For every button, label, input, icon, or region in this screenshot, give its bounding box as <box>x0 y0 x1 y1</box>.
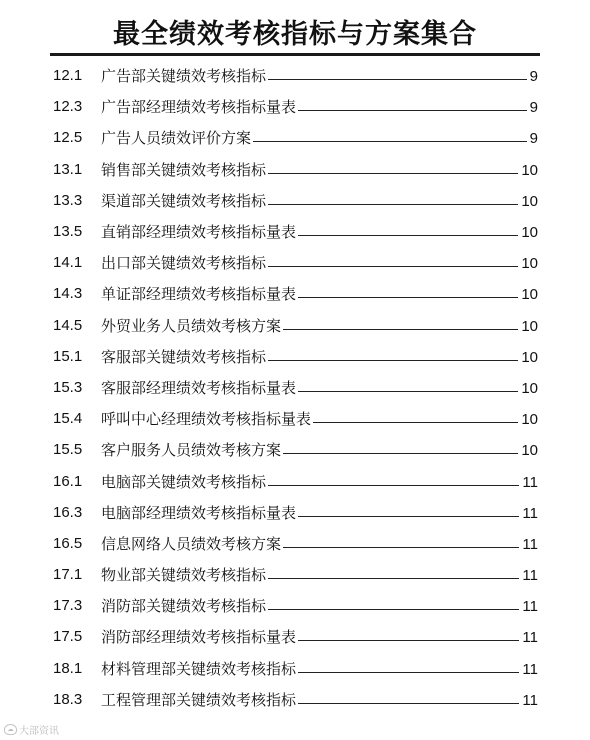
toc-entry-number: 15.4 <box>53 410 83 428</box>
toc-entry[interactable] <box>0 154 590 185</box>
toc-leader-line <box>298 672 519 673</box>
toc-entry-line <box>101 533 538 554</box>
toc-entry-title: 客户服务人员绩效考核方案 <box>101 441 282 460</box>
title-underline <box>50 53 540 56</box>
toc-entry-title: 消防部经理绩效考核指标量表 <box>101 628 297 647</box>
toc-leader-line <box>268 609 519 610</box>
toc-entry[interactable] <box>0 122 590 153</box>
toc-entry-number: 16.1 <box>53 472 83 490</box>
toc-leader-line <box>268 485 519 486</box>
toc-leader-line <box>268 578 519 579</box>
toc-entry-line <box>101 439 538 460</box>
toc-entry-title: 工程管理部关键绩效考核指标 <box>101 690 297 709</box>
toc-entry-title: 广告部关键绩效考核指标 <box>101 67 267 86</box>
toc-entry-line <box>101 502 538 523</box>
toc-entry[interactable] <box>0 185 590 216</box>
toc-entry-page-number: 10 <box>521 161 538 179</box>
toc-entry[interactable] <box>0 403 590 434</box>
toc-entry[interactable] <box>0 684 590 715</box>
toc-entry-title: 外贸业务人员绩效考核方案 <box>101 316 282 335</box>
toc-entry[interactable] <box>0 278 590 309</box>
toc-entry-number: 13.1 <box>53 160 83 178</box>
toc-entry-line <box>101 315 538 336</box>
toc-entry-number: 13.5 <box>53 223 83 241</box>
toc-entry[interactable] <box>0 341 590 372</box>
toc-entry[interactable] <box>0 528 590 559</box>
toc-entry-number: 15.1 <box>53 347 83 365</box>
toc-entry-line <box>101 377 538 398</box>
toc-entry-line <box>101 283 538 304</box>
toc-entry-title: 物业部关键绩效考核指标 <box>101 566 267 585</box>
toc-leader-line <box>283 547 519 548</box>
toc-entry-line <box>101 471 538 492</box>
toc-leader-line <box>298 235 518 236</box>
toc-entry[interactable] <box>0 310 590 341</box>
toc-entry-page-number: 9 <box>529 99 538 117</box>
toc-entry-title: 呼叫中心经理绩效考核指标量表 <box>101 410 312 429</box>
toc-leader-line <box>313 422 518 423</box>
toc-leader-line <box>268 79 527 80</box>
toc-leader-line <box>268 360 518 361</box>
toc-entry[interactable] <box>0 590 590 621</box>
toc-entry[interactable] <box>0 60 590 91</box>
toc-entry-number: 13.3 <box>53 191 83 209</box>
toc-entry-page-number: 10 <box>521 317 538 335</box>
toc-entry-number: 15.5 <box>53 441 83 459</box>
toc-leader-line <box>298 391 518 392</box>
toc-entry-line <box>101 408 538 429</box>
toc-entry-line <box>101 252 538 273</box>
toc-entry[interactable] <box>0 621 590 652</box>
toc-entry-title: 电脑部经理绩效考核指标量表 <box>101 503 297 522</box>
toc-entry-line <box>101 626 538 647</box>
watermark <box>4 722 59 737</box>
toc-entry-page-number: 11 <box>522 660 538 678</box>
toc-entry-number: 12.5 <box>53 129 83 147</box>
toc-entry-title: 销售部关键绩效考核指标 <box>101 160 267 179</box>
toc-entry-page-number: 10 <box>521 379 538 397</box>
toc-entry-page-number: 10 <box>521 411 538 429</box>
toc-entry-page-number: 11 <box>522 691 538 709</box>
toc-entry[interactable] <box>0 653 590 684</box>
toc-entry-title: 渠道部关键绩效考核指标 <box>101 191 267 210</box>
toc-entry-number: 16.3 <box>53 503 83 521</box>
toc-leader-line <box>283 329 518 330</box>
toc-entry-title: 直销部经理绩效考核指标量表 <box>101 223 297 242</box>
toc-entry-title: 客服部关键绩效考核指标 <box>101 347 267 366</box>
toc-entry-number: 17.1 <box>53 566 83 584</box>
toc-entry-line <box>101 595 538 616</box>
toc-entry-page-number: 11 <box>522 598 538 616</box>
toc-entry-line <box>101 96 538 117</box>
toc-entry-title: 信息网络人员绩效考核方案 <box>101 534 282 553</box>
toc-entry-line <box>101 159 538 180</box>
toc-entry[interactable] <box>0 216 590 247</box>
toc-entry-title: 材料管理部关键绩效考核指标 <box>101 659 297 678</box>
toc-entry-page-number: 10 <box>521 286 538 304</box>
toc-entry-title: 单证部经理绩效考核指标量表 <box>101 285 297 304</box>
toc-entry-page-number: 11 <box>522 473 538 491</box>
cloud-logo-icon: ☁ <box>4 724 17 735</box>
toc-entry[interactable] <box>0 465 590 496</box>
toc-entry-line <box>101 564 538 585</box>
toc-leader-line <box>268 204 518 205</box>
toc-entry-number: 16.5 <box>53 534 83 552</box>
toc-entry-title: 出口部关键绩效考核指标 <box>101 254 267 273</box>
toc-entry[interactable] <box>0 559 590 590</box>
page-title: 最全绩效考核指标与方案集合 <box>113 19 477 50</box>
toc-entry-number: 14.1 <box>53 254 83 272</box>
toc-leader-line <box>298 297 518 298</box>
toc-leader-line <box>283 453 518 454</box>
toc-entry-page-number: 10 <box>521 255 538 273</box>
toc-entry-number: 18.1 <box>53 659 83 677</box>
toc-entry-line <box>101 658 538 679</box>
toc-entry-line <box>101 65 538 86</box>
toc-entry-number: 15.3 <box>53 378 83 396</box>
toc-leader-line <box>268 266 518 267</box>
toc-entry-page-number: 10 <box>521 348 538 366</box>
toc-entry-title: 电脑部关键绩效考核指标 <box>101 472 267 491</box>
toc-entry-number: 17.5 <box>53 628 83 646</box>
toc-entry[interactable] <box>0 434 590 465</box>
toc-entry-page-number: 11 <box>522 567 538 585</box>
toc-entry[interactable] <box>0 497 590 528</box>
toc-leader-line <box>268 173 518 174</box>
toc-entry[interactable] <box>0 372 590 403</box>
toc-entry-page-number: 11 <box>522 629 538 647</box>
toc-entry-line <box>101 127 538 148</box>
toc-entry-line <box>101 346 538 367</box>
toc-entry-number: 12.1 <box>53 67 83 85</box>
toc-entry-number: 14.5 <box>53 316 83 334</box>
toc-entry-number: 14.3 <box>53 285 83 303</box>
toc-leader-line <box>298 516 519 517</box>
toc-entry[interactable] <box>0 91 590 122</box>
toc-entry[interactable] <box>0 247 590 278</box>
toc-entry-line <box>101 221 538 242</box>
toc-entry-line <box>101 689 538 710</box>
toc-entry-number: 17.3 <box>53 597 83 615</box>
toc-entry-page-number: 9 <box>529 68 538 86</box>
toc-leader-line <box>253 141 527 142</box>
toc-entry-page-number: 11 <box>522 504 538 522</box>
toc-entry-page-number: 9 <box>529 130 538 148</box>
toc-entry-title: 消防部关键绩效考核指标 <box>101 597 267 616</box>
toc-leader-line <box>298 703 519 704</box>
toc-leader-line <box>298 110 527 111</box>
toc-entry-title: 广告人员绩效评价方案 <box>101 129 252 148</box>
toc-entry-title: 客服部经理绩效考核指标量表 <box>101 378 297 397</box>
toc-entry-number: 12.3 <box>53 98 83 116</box>
watermark-text: 大部资讯 <box>19 726 59 737</box>
toc-entry-page-number: 11 <box>522 535 538 553</box>
toc-leader-line <box>298 640 519 641</box>
toc-entry-page-number: 10 <box>521 192 538 210</box>
toc-entry-page-number: 10 <box>521 442 538 460</box>
toc-entry-line <box>101 190 538 211</box>
table-of-contents <box>0 60 590 715</box>
toc-entry-number: 18.3 <box>53 690 83 708</box>
toc-entry-title: 广告部经理绩效考核指标量表 <box>101 98 297 117</box>
toc-entry-page-number: 10 <box>521 224 538 242</box>
